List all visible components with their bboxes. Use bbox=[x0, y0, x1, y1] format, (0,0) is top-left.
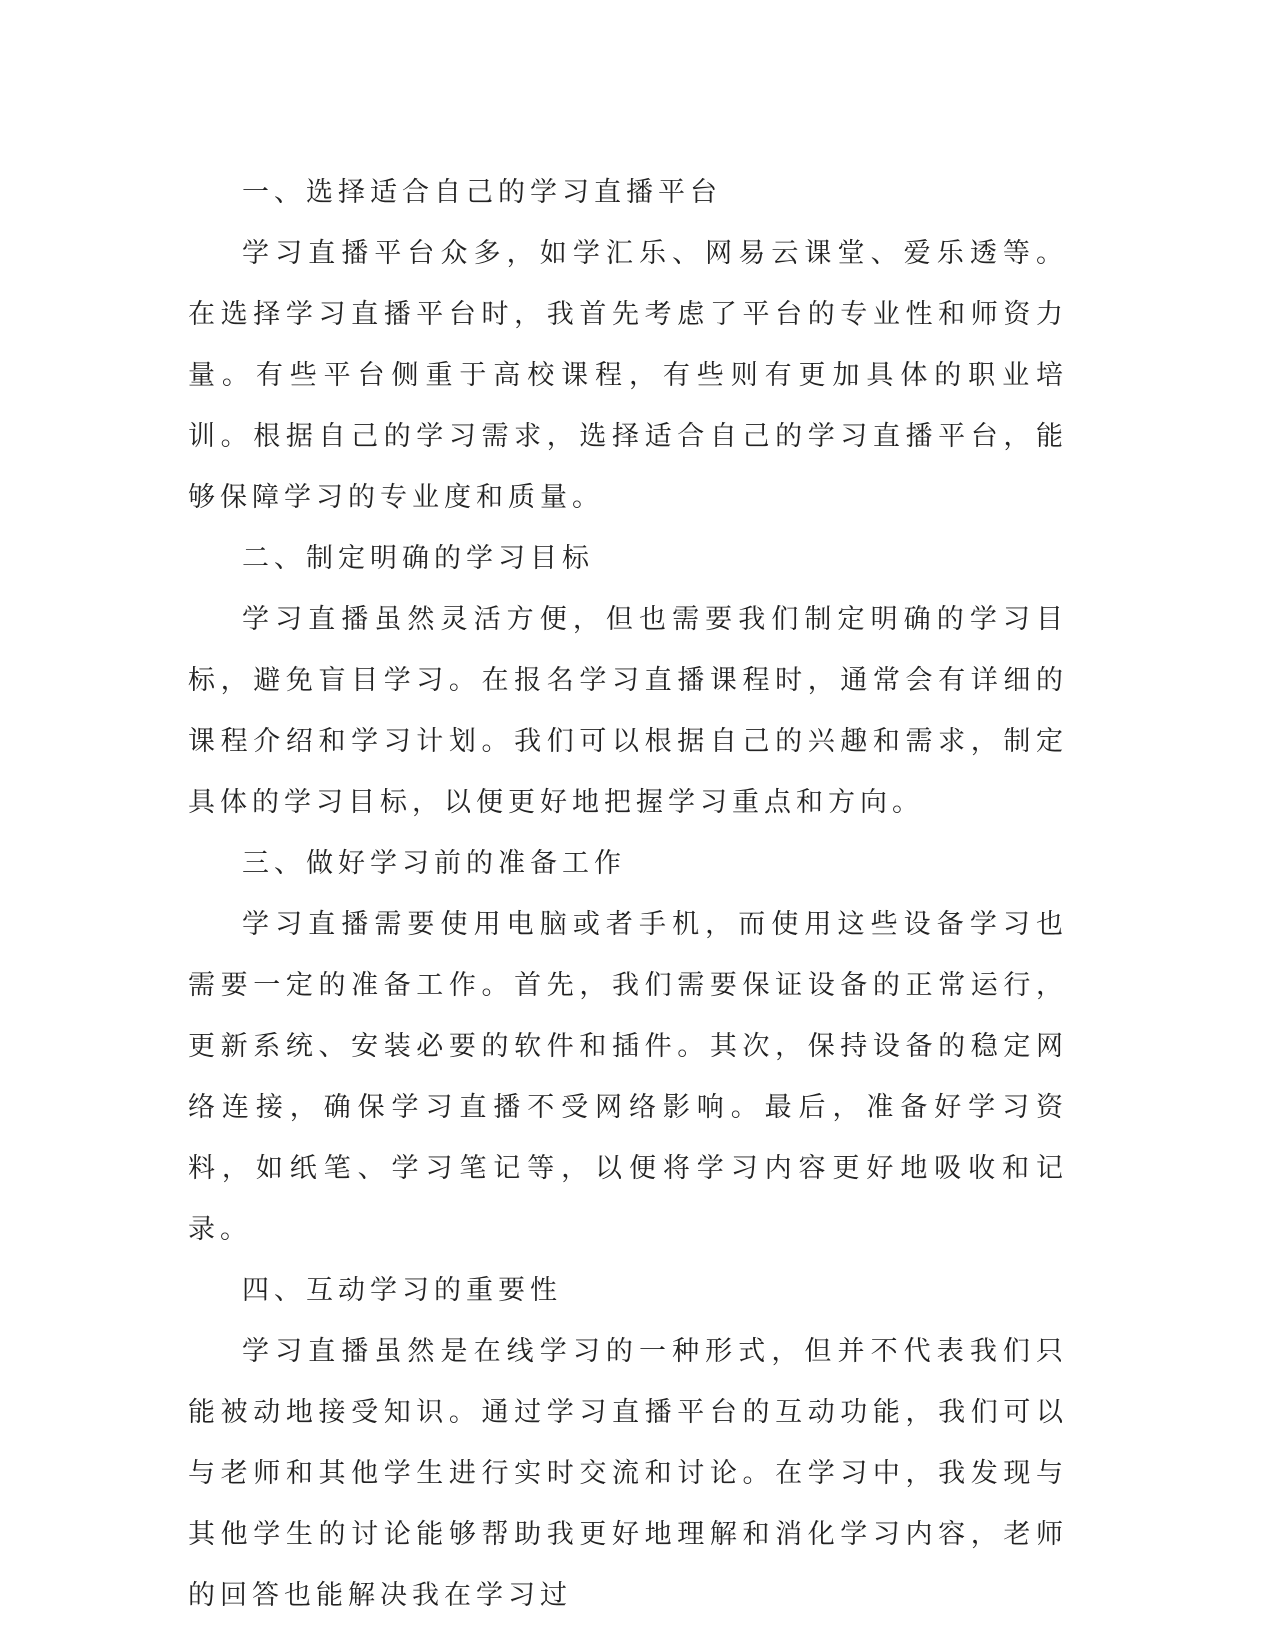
section-paragraph: 学习直播平台众多，如学汇乐、网易云课堂、爱乐透等。在选择学习直播平台时，我首先考虑了平台的专业性和师资力量。有些平台侧重于高校课程，有些则有更加具体的职业培训。根据自己的学习需求，选择适合自己的学习直播平台，能够保障学习的专业度和质量。 bbox=[188, 238, 1068, 513]
section-heading: 一、选择适合自己的学习直播平台 bbox=[242, 177, 722, 208]
section-paragraph: 学习直播虽然灵活方便，但也需要我们制定明确的学习目标，避免盲目学习。在报名学习直播课程时，通常会有详细的课程介绍和学习计划。我们可以根据自己的兴趣和需求，制定具体的学习目标，以便更好地把握学习重点和方向。 bbox=[188, 604, 1068, 818]
section-heading: 四、互动学习的重要性 bbox=[242, 1275, 562, 1306]
section-heading: 二、制定明确的学习目标 bbox=[242, 543, 594, 574]
section-paragraph: 学习直播需要使用电脑或者手机，而使用这些设备学习也需要一定的准备工作。首先，我们需要保证设备的正常运行，更新系统、安装必要的软件和插件。其次，保持设备的稳定网络连接，确保学习直播不受网络影响。最后，准备好学习资料，如纸笔、学习笔记等，以便将学习内容更好地吸收和记录。 bbox=[188, 909, 1068, 1245]
document-body bbox=[188, 162, 1068, 1626]
section-heading: 三、做好学习前的准备工作 bbox=[242, 848, 626, 879]
section-paragraph: 学习直播虽然是在线学习的一种形式，但并不代表我们只能被动地接受知识。通过学习直播平台的互动功能，我们可以与老师和其他学生进行实时交流和讨论。在学习中，我发现与其他学生的讨论能够帮助我更好地理解和消化学习内容，老师的回答也能解决我在学习过 bbox=[188, 1336, 1068, 1611]
